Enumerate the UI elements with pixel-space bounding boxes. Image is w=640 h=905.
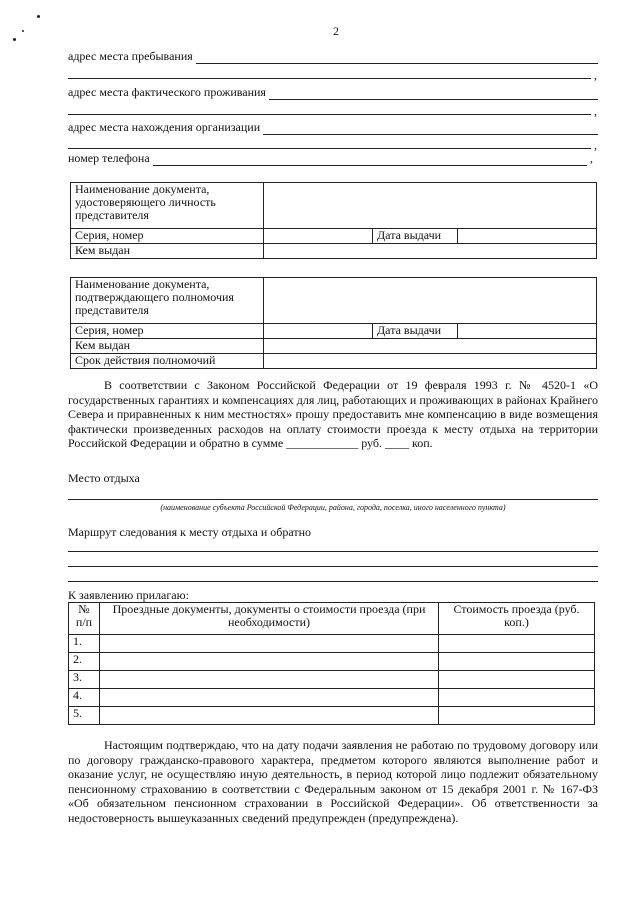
page-number: 2 [333, 24, 339, 38]
authority-doc-name-value[interactable] [264, 278, 597, 324]
authority-series-value[interactable] [264, 324, 373, 339]
actual-address-field[interactable] [68, 84, 598, 100]
stay-address-field[interactable] [68, 48, 598, 64]
row-doc-cell[interactable] [100, 671, 439, 689]
row-doc-cell[interactable] [100, 653, 439, 671]
authority-issued-by-label: Кем выдан [71, 339, 264, 354]
issued-by-label: Кем выдан [71, 244, 264, 259]
col-docs-header: Проездные документы, документы о стоимости проезда (при необходимости) [100, 603, 439, 635]
row-doc-cell[interactable] [100, 689, 439, 707]
series-label: Серия, номер [71, 229, 264, 244]
route-line[interactable] [68, 551, 598, 552]
authority-issued-by-value[interactable] [264, 339, 597, 354]
attachments-label: К заявлению прилагаю: [68, 588, 189, 602]
authority-doc-table [70, 277, 597, 369]
route-line[interactable] [68, 566, 598, 567]
representative-id-table [70, 182, 597, 259]
stay-address-line[interactable] [196, 51, 598, 64]
actual-address-continuation[interactable] [68, 114, 591, 115]
request-text: В соответствии с Законом Российской Федерации от 19 февраля 1993 г. № 4520-1 «О государственных гарантиях и компенсациях для лиц, работающих и проживающих в районах Крайнего Севера и приравненных к ним местностях» прошу предоставить мне компенсацию в виде возмещения фактически произведенных расходов на оплату стоимости проезда к месту отдыха на территории Российской Федерации и обратно в сумме ____________ руб. ____ коп. [68, 378, 598, 450]
row-num: 3. [69, 671, 100, 689]
row-num: 4. [69, 689, 100, 707]
authority-issue-date-label: Дата выдачи [373, 324, 458, 339]
issue-date-value[interactable] [458, 229, 597, 244]
authority-issue-date-value[interactable] [458, 324, 597, 339]
row-num: 5. [69, 707, 100, 725]
authority-series-label: Серия, номер [71, 324, 264, 339]
org-address-line[interactable] [263, 122, 598, 135]
rest-place-hint: (наименование субъекта Российской Федерации, района, города, поселка, иного населенного пункта) [160, 503, 506, 512]
comma: , [594, 104, 597, 118]
col-num-header: № п/п [69, 603, 100, 635]
row-num: 2. [69, 653, 100, 671]
row-cost-cell[interactable] [439, 671, 595, 689]
rest-place-label: Место отдыха [68, 471, 140, 485]
row-cost-cell[interactable] [439, 707, 595, 725]
confirmation-text: Настоящим подтверждаю, что на дату подачи заявления не работаю по трудовому договору или по договору гражданско-правового характера, предметом которого являются выполнение работ и оказание услуг, не осуществляю иную деятельность, в период которой лицо подлежит обязательному пенсионному страхованию в соответствии с Федеральным законом от 15 декабря 2001 г. № 167-ФЗ «Об обязательном пенсионном страховании в Российской Федерации». Об ответственности за недостоверность вышеуказанных сведений предупрежден (предупреждена). [68, 738, 598, 825]
stay-address-continuation[interactable] [68, 78, 591, 79]
actual-address-line[interactable] [269, 87, 598, 100]
row-doc-cell[interactable] [100, 707, 439, 725]
route-line[interactable] [68, 581, 598, 582]
authority-doc-name-label: Наименование документа, подтверждающего полномочия представителя [71, 278, 264, 324]
comma: , [590, 151, 593, 165]
col-cost-header: Стоимость проезда (руб. коп.) [439, 603, 595, 635]
authority-validity-value[interactable] [264, 354, 597, 369]
series-value[interactable] [264, 229, 373, 244]
doc-name-value[interactable] [264, 183, 597, 229]
row-doc-cell[interactable] [100, 635, 439, 653]
authority-validity-label: Срок действия полномочий [71, 354, 264, 369]
org-address-continuation[interactable] [68, 148, 591, 149]
issue-date-label: Дата выдачи [373, 229, 458, 244]
stay-address-label: адрес места пребывания [68, 49, 193, 63]
route-label: Маршрут следования к месту отдыха и обратно [68, 525, 312, 539]
request-paragraph [68, 378, 598, 451]
scan-speck [37, 15, 40, 18]
phone-line[interactable] [153, 153, 587, 166]
rest-place-line[interactable] [68, 499, 598, 500]
org-address-label: адрес места нахождения организации [68, 120, 261, 134]
attachments-table [68, 602, 595, 725]
phone-field[interactable] [68, 150, 598, 166]
row-cost-cell[interactable] [439, 635, 595, 653]
row-cost-cell[interactable] [439, 653, 595, 671]
org-address-field[interactable] [68, 119, 598, 135]
doc-name-label: Наименование документа, удостоверяющего личность представителя [71, 183, 264, 229]
issued-by-value[interactable] [264, 244, 597, 259]
actual-address-label: адрес места фактического проживания [68, 85, 266, 99]
row-num: 1. [69, 635, 100, 653]
comma: , [594, 68, 597, 82]
confirmation-paragraph [68, 738, 598, 825]
comma: , [594, 138, 597, 152]
phone-label: номер телефона [68, 151, 150, 165]
row-cost-cell[interactable] [439, 689, 595, 707]
